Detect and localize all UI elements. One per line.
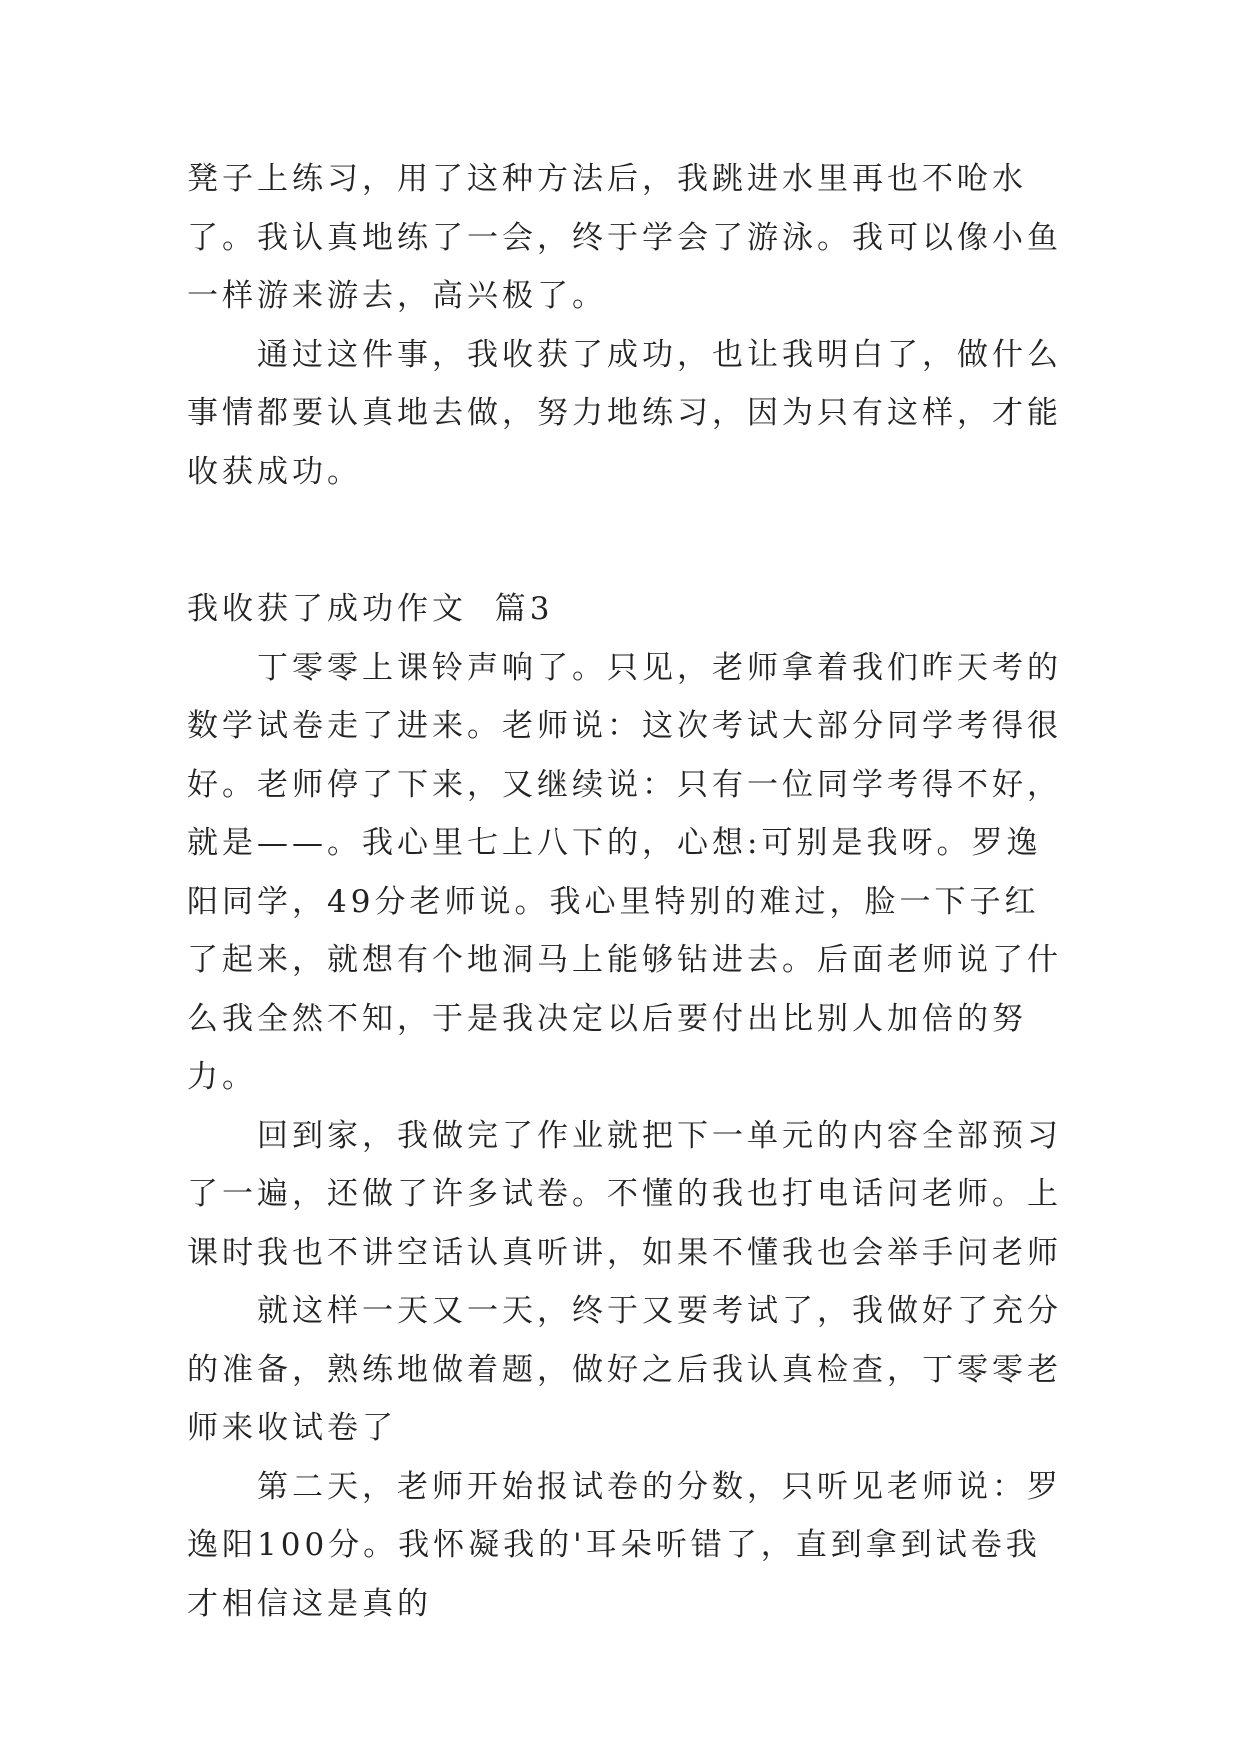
paragraph-second-exam: 就这样一天又一天，终于又要考试了，我做好了充分的准备，熟练地做着题，做好之后我认真检查，丁零零老师来收试卷了 (187, 1293, 1062, 1446)
section-spacer (187, 501, 1067, 580)
paragraph-full-score: 第二天，老师开始报试卷的分数，只听见老师说：罗逸阳100分。我怀凝我的'耳朵听错了，直到拿到试卷我才相信这是真的 (187, 1468, 1062, 1622)
paragraph-lesson: 通过这件事，我收获了成功，也让我明白了，做什么事情都要认真地去做，努力地练习，因为只有这样，才能收获成功。 (187, 336, 1062, 490)
document-body (187, 150, 1067, 1633)
section-heading: 我收获了成功作文 篇3 (187, 591, 554, 627)
paragraph-study-at-home: 回到家，我做完了作业就把下一单元的内容全部预习了一遍，还做了许多试卷。不懂的我也打电话问老师。上课时我也不讲空话认真听讲，如果不懂我也会举手问老师 (187, 1117, 1062, 1271)
paragraph-exam-result: 丁零零上课铃声响了。只见，老师拿着我们昨天考的数学试卷走了进来。老师说：这次考试大部分同学考得很好。老师停了下来，又继续说：只有一位同学考得不好，就是——。我心里七上八下的，心想:可别是我呀。罗逸阳同学，49分老师说。我心里特别的难过，脸一下子红了起来，就想有个地洞马上能够钻进去。后面老师说了什么我全然不知，于是我决定以后要付出比别人加倍的努力。 (187, 649, 1062, 1095)
paragraph-swimming-end: 凳子上练习，用了这种方法后，我跳进水里再也不呛水了。我认真地练了一会，终于学会了游泳。我可以像小鱼一样游来游去，高兴极了。 (187, 161, 1062, 314)
